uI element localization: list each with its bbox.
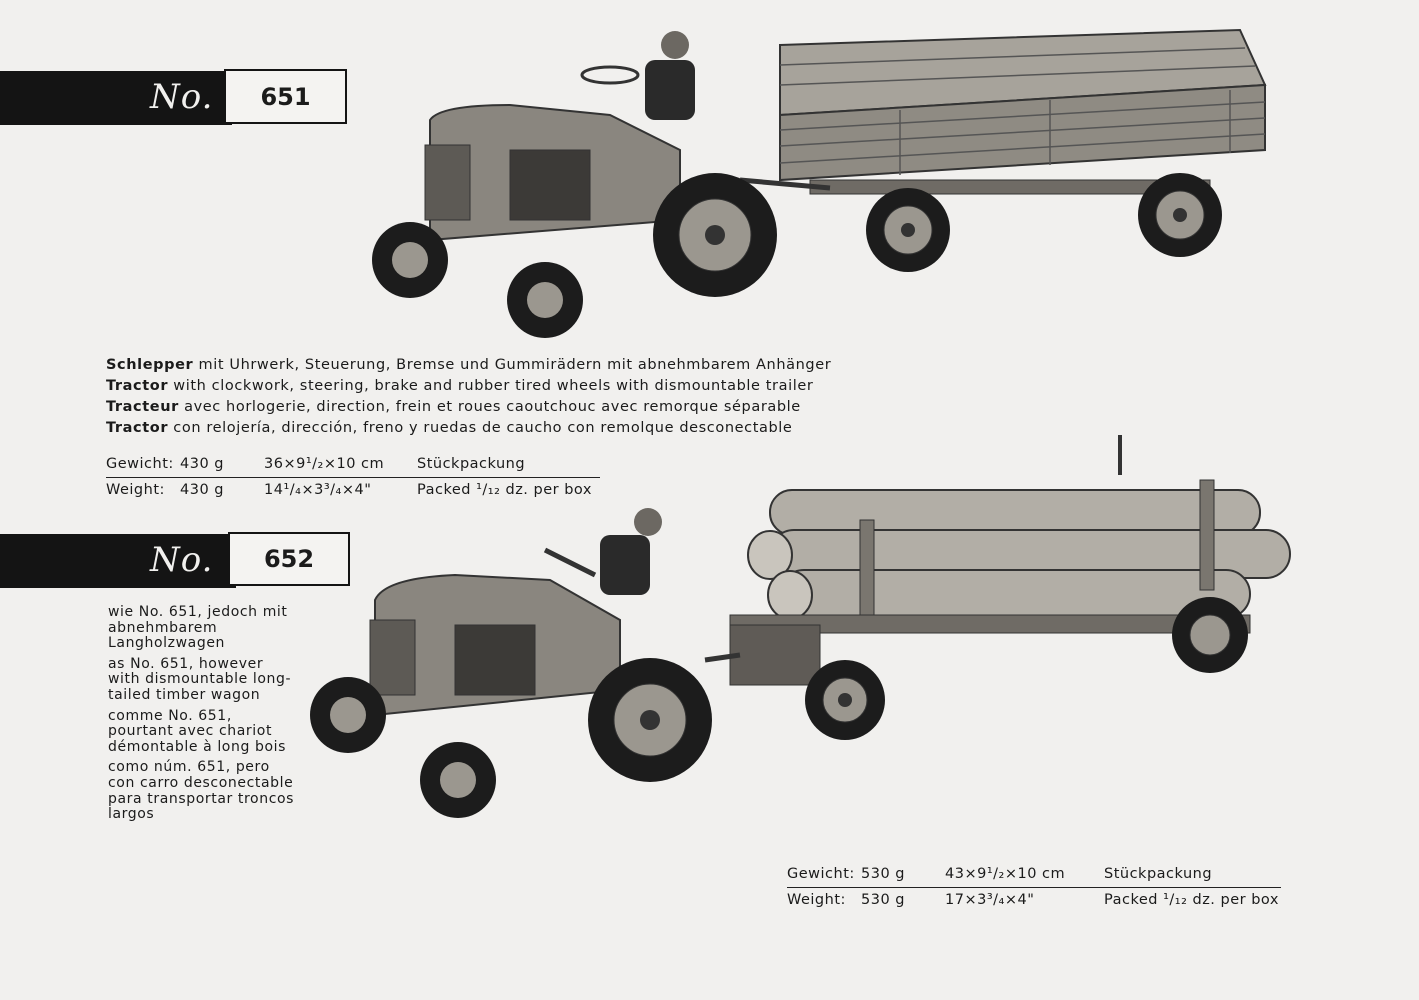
side-text-fr: comme No. 651, pourtant avec chariot démontable à long bois (108, 707, 287, 755)
spec-row-en (787, 892, 1287, 912)
number-prefix: No. (150, 77, 214, 117)
weight-label: Weight: (106, 482, 165, 498)
side-text-de: wie No. 651, jedoch mit abnehmbarem Langholzwagen (108, 604, 288, 652)
side-text-en: as No. 651, however with dismountable long-tailed timber wagon (108, 655, 292, 703)
tractor-with-wooden-trailer-image (360, 20, 1290, 350)
item-side-description (108, 605, 298, 828)
weight-label: Gewicht: (787, 866, 855, 882)
description-line-es: Tractor con relojería, dirección, freno y ruedas de caucho con remolque desconectable (106, 420, 793, 436)
description-line-de: Schlepper mit Uhrwerk, Steuerung, Bremse und Gummirädern mit abnehmbarem Anhänger (106, 357, 832, 373)
number-prefix: No. (150, 540, 214, 580)
item-number-box: 652 (228, 532, 350, 586)
tractor-with-log-wagon-image (300, 430, 1300, 820)
dimensions-cm: 43×9¹/₂×10 cm (945, 866, 1066, 882)
packing-de: Stückpackung (1104, 866, 1213, 882)
dimensions-in: 17×3³/₄×4" (945, 892, 1035, 908)
packing-en: Packed ¹/₁₂ dz. per box (417, 482, 592, 498)
weight-value: 430 g (180, 482, 224, 498)
description-line-en: Tractor with clockwork, steering, brake and rubber tired wheels with dismountable trailer (106, 378, 814, 394)
weight-value: 530 g (861, 892, 905, 908)
item-number-bar (0, 71, 232, 125)
packing-de: Stückpackung (417, 456, 526, 472)
item-description (106, 355, 831, 439)
packing-en: Packed ¹/₁₂ dz. per box (1104, 892, 1279, 908)
weight-label: Gewicht: (106, 456, 174, 472)
spec-row-de (787, 866, 1287, 886)
spec-divider (787, 887, 1281, 888)
dimensions-cm: 36×9¹/₂×10 cm (264, 456, 385, 472)
description-line-fr: Tracteur avec horlogerie, direction, frein et roues caoutchouc avec remorque séparable (106, 399, 801, 415)
side-text-es: como núm. 651, pero con carro desconectable para transportar troncos largos (108, 759, 295, 823)
item-number-box: 651 (224, 69, 347, 124)
weight-value: 430 g (180, 456, 224, 472)
weight-label: Weight: (787, 892, 846, 908)
weight-value: 530 g (861, 866, 905, 882)
item-number-bar (0, 534, 236, 588)
dimensions-in: 14¹/₄×3³/₄×4" (264, 482, 372, 498)
